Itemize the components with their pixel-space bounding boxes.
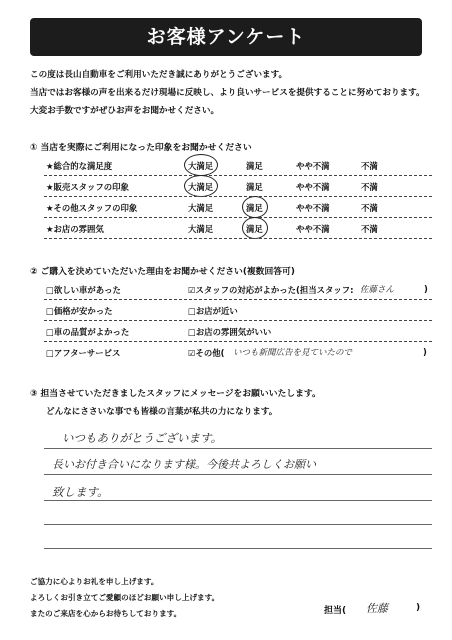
selection-circle xyxy=(184,154,218,176)
selection-circle xyxy=(242,196,268,218)
row-divider xyxy=(44,196,432,197)
footer-line-3: またのご来店を心からお待ちしております。 xyxy=(30,609,182,618)
option-dissatisfied[interactable]: 不満 xyxy=(361,203,378,213)
option-very-satisfied[interactable]: 大満足 xyxy=(188,224,214,234)
q2-heading: ② ご購入を決めていただいた理由をお聞かせください(複数回答可) xyxy=(30,267,295,277)
option-satisfied[interactable]: 満足 xyxy=(246,203,263,213)
writing-line xyxy=(44,548,432,549)
option-somewhat-dissatisfied[interactable]: やや不満 xyxy=(296,203,330,213)
q1-row-label: ★お店の雰囲気 xyxy=(46,224,104,234)
reason-store-near-checkbox[interactable]: □お店が近い xyxy=(188,306,238,316)
reason-other-checkbox[interactable]: ☑その他( xyxy=(188,348,225,358)
message-line-1: いつもありがとうございます。 xyxy=(62,431,223,445)
option-dissatisfied[interactable]: 不満 xyxy=(361,161,378,171)
option-satisfied[interactable]: 満足 xyxy=(246,161,263,171)
footer-line-1: ご協力に心よりお礼を申し上げます。 xyxy=(30,577,159,586)
row-divider xyxy=(44,217,432,218)
row-divider xyxy=(44,320,432,321)
option-satisfied[interactable]: 満足 xyxy=(246,224,263,234)
option-dissatisfied[interactable]: 不満 xyxy=(361,182,378,192)
option-somewhat-dissatisfied[interactable]: やや不満 xyxy=(296,161,330,171)
option-somewhat-dissatisfied[interactable]: やや不満 xyxy=(296,182,330,192)
q1-row-label: ★販売スタッフの印象 xyxy=(46,182,129,192)
selection-circle xyxy=(242,217,268,239)
staff-close-paren: ) xyxy=(424,284,428,294)
row-divider xyxy=(44,299,432,300)
reason-staff-response-checkbox[interactable]: ☑スタッフの対応がよかった(担当スタッフ: xyxy=(188,285,354,295)
q1-heading: ① 当店を実際にご利用になった印象をお聞かせください xyxy=(30,143,252,153)
row-divider xyxy=(44,341,432,342)
message-line-3: 致します。 xyxy=(52,485,109,499)
writing-line xyxy=(44,448,432,449)
footer-line-2: よろしくお引き立てご愛顧のほどお願い申し上げます。 xyxy=(30,593,220,602)
message-line-2: 長いお付き合いになります様。今後共よろしくお願い xyxy=(52,458,316,471)
row-divider xyxy=(44,175,432,176)
writing-line xyxy=(44,474,432,475)
reason-atmosphere-checkbox[interactable]: □お店の雰囲気がいい xyxy=(188,327,272,337)
q1-row-label: ★総合的な満足度 xyxy=(46,161,113,171)
q3-heading: ③ 担当させていただきましたスタッフにメッセージをお願いいたします。 xyxy=(30,389,321,399)
selection-circle xyxy=(184,175,218,197)
writing-line xyxy=(44,524,432,525)
q1-row-label: ★その他スタッフの印象 xyxy=(46,203,138,213)
reason-after-service-checkbox[interactable]: □アフターサービス xyxy=(46,348,121,358)
option-very-satisfied[interactable]: 大満足 xyxy=(188,203,214,213)
other-close-paren: ) xyxy=(423,347,427,357)
option-satisfied[interactable]: 満足 xyxy=(246,182,263,192)
staff-name-signature: 佐藤 xyxy=(366,602,388,615)
reason-wanted-car-checkbox[interactable]: □欲しい車があった xyxy=(46,285,121,295)
option-very-satisfied[interactable]: 大満足 xyxy=(188,161,214,171)
intro-line-3: 大変お手数ですがぜひお声をお聞かせください。 xyxy=(30,106,220,116)
other-reason-handwritten: いつも新聞広告を見ていたので xyxy=(233,348,353,358)
intro-line-2: 当店ではお客様の声を出来るだけ現場に反映し、より良いサービスを提供することに努めております。 xyxy=(30,88,425,98)
survey-title: お客様アンケート xyxy=(30,18,422,56)
row-divider xyxy=(44,238,432,239)
option-very-satisfied[interactable]: 大満足 xyxy=(188,182,214,192)
option-somewhat-dissatisfied[interactable]: やや不満 xyxy=(296,224,330,234)
reason-quality-checkbox[interactable]: □車の品質がよかった xyxy=(46,327,130,337)
staff-name-handwritten: 佐藤さん xyxy=(360,285,395,295)
staff-label: 担当( xyxy=(324,606,347,616)
q3-subheading: どんなにささいな事でも皆様の言葉が私共の力になります。 xyxy=(46,407,278,417)
writing-line xyxy=(44,500,432,501)
intro-line-1: この度は長山自動車をご利用いただき誠にありがとうございます。 xyxy=(30,70,288,80)
staff-close-paren: ) xyxy=(416,603,421,613)
reason-price-checkbox[interactable]: □価格が安かった xyxy=(46,306,113,316)
option-dissatisfied[interactable]: 不満 xyxy=(361,224,378,234)
